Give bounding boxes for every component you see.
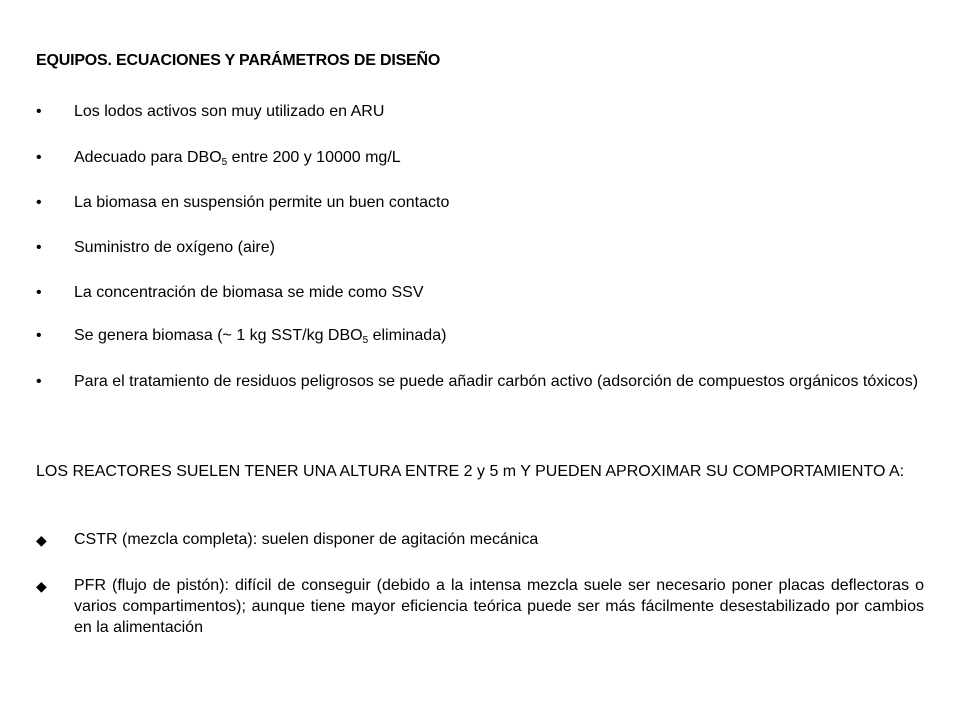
reactor-type-item: [36, 575, 924, 638]
bullet-marker: •: [36, 239, 42, 256]
diamond-bullet-icon: ◆: [36, 532, 47, 548]
bullet-item: [36, 237, 924, 258]
bullet-text: [74, 147, 924, 168]
bullet-marker: •: [36, 327, 42, 344]
bullet-marker: •: [36, 149, 42, 166]
diamond-bullet-icon: ◆: [36, 578, 47, 594]
bullet-text: Para el tratamiento de residuos peligrosos se puede añadir carbón activo (adsorción de compuestos orgánicos tóxicos): [74, 373, 919, 390]
bullet-text: La concentración de biomasa se mide como SSV: [74, 284, 424, 301]
bullet-item: [36, 147, 924, 168]
bullet-text: La biomasa en suspensión permite un buen contacto: [74, 194, 450, 211]
reactor-type-item: [36, 529, 924, 550]
bullet-subscript: 5: [362, 335, 369, 346]
bullet-text-post: eliminada): [368, 327, 447, 344]
bullet-text: Los lodos activos son muy utilizado en ARU: [74, 103, 385, 120]
bullet-marker: •: [36, 373, 42, 390]
slide: [36, 0, 924, 720]
reactors-intro: LOS REACTORES SUELEN TENER UNA ALTURA ENTRE 2 y 5 m Y PUEDEN APROXIMAR SU COMPORTAMIENTO A:: [36, 463, 905, 480]
bullet-text-pre: Se genera biomasa (~ 1 kg SST/kg DBO: [74, 327, 363, 344]
bullet-text: [74, 325, 924, 346]
bullet-text-post: entre 200 y 10000 mg/L: [227, 149, 401, 166]
bullet-text-pre: Adecuado para DBO: [74, 149, 222, 166]
bullet-item: [36, 282, 924, 303]
bullet-subscript: 5: [221, 157, 228, 168]
bullet-marker: •: [36, 103, 42, 120]
bullet-text: Suministro de oxígeno (aire): [74, 239, 275, 256]
bullet-item: [36, 325, 924, 346]
bullet-item: [36, 371, 924, 392]
bullet-item: [36, 101, 924, 122]
bullet-marker: •: [36, 194, 42, 211]
reactor-type-text: CSTR (mezcla completa): suelen disponer de agitación mecánica: [74, 531, 539, 548]
slide-title: EQUIPOS. ECUACIONES Y PARÁMETROS DE DISEÑO: [36, 52, 441, 69]
bullet-item: [36, 192, 924, 213]
bullet-marker: •: [36, 284, 42, 301]
reactor-type-text: PFR (flujo de pistón): difícil de conseguir (debido a la intensa mezcla suele ser necesario poner placas deflectoras o varios compartimentos); aunque tiene mayor eficiencia teórica puede ser más fácilmente desestabilizado por cambios en la alimentación: [74, 577, 924, 636]
